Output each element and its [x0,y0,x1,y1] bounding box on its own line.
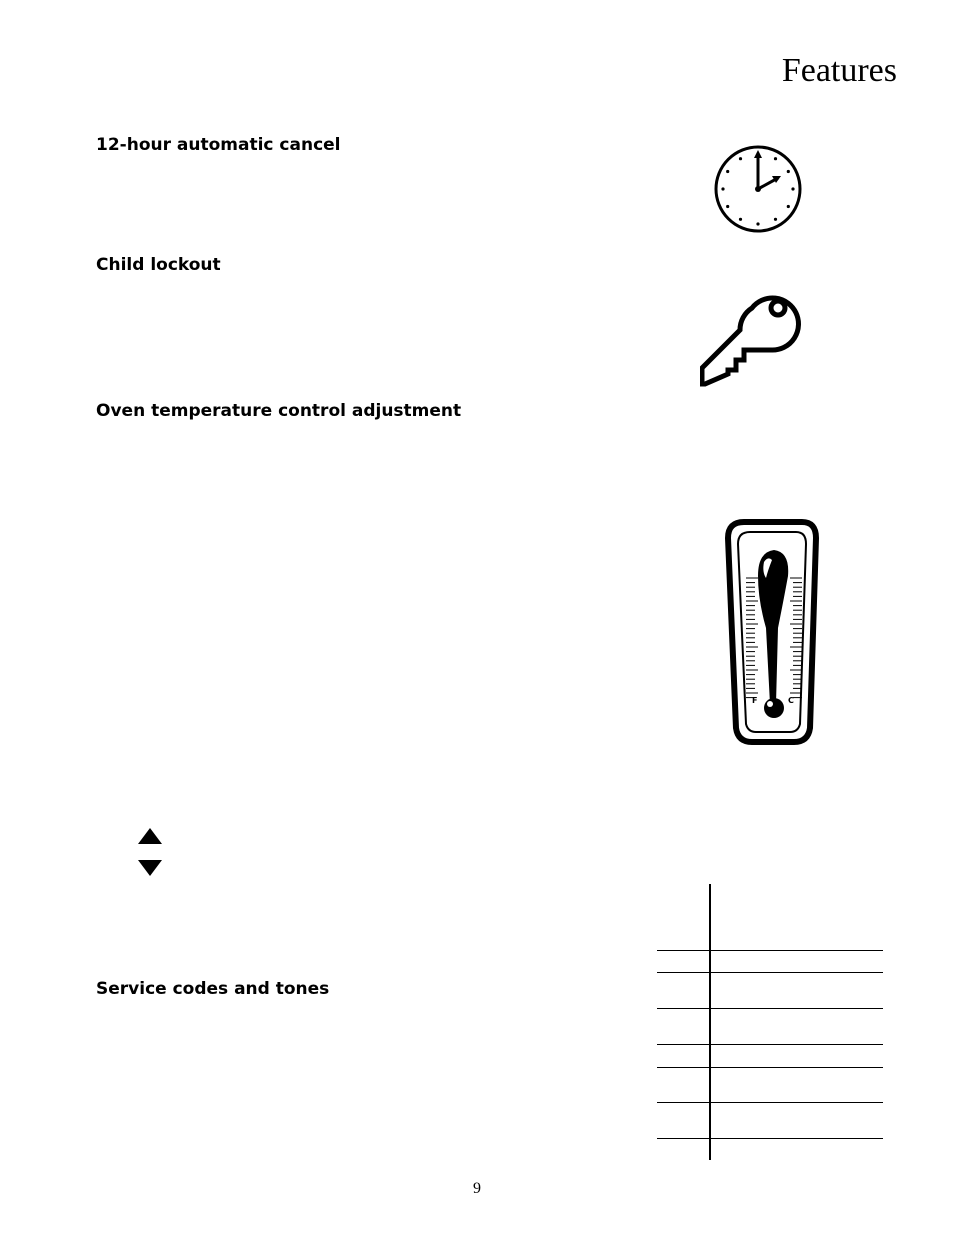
celsius-label: C [788,696,794,705]
table-column-divider [709,884,711,1160]
clock-tick [726,205,729,208]
table-row-divider [657,1067,883,1068]
table-row-divider [657,1044,883,1045]
clock-tick [721,187,724,190]
clock-tick [787,205,790,208]
section-heading-service-codes: Service codes and tones [96,979,330,999]
page-number: 9 [473,1180,481,1197]
up-arrow-icon [137,827,163,845]
key-icon [700,278,812,388]
table-row-divider [657,1138,883,1139]
fahrenheit-label: F [752,696,758,705]
section-heading-child-lockout: Child lockout [96,255,221,275]
clock-tick [756,222,759,225]
clock-icon [712,143,804,235]
clock-tick [726,170,729,173]
table-row-divider [657,1008,883,1009]
page-title: Features [781,52,897,89]
thermometer-icon [724,518,820,748]
clock-tick [787,170,790,173]
clock-tick [739,157,742,160]
table-row-divider [657,1102,883,1103]
down-arrow-icon [137,859,163,877]
clock-tick [774,218,777,221]
clock-tick [774,157,777,160]
table-row-divider [657,950,883,951]
clock-tick [739,218,742,221]
clock-tick [791,187,794,190]
section-heading-auto-cancel: 12-hour automatic cancel [96,135,341,155]
table-row-divider [657,972,883,973]
section-heading-temp-adjust: Oven temperature control adjustment [96,401,462,421]
